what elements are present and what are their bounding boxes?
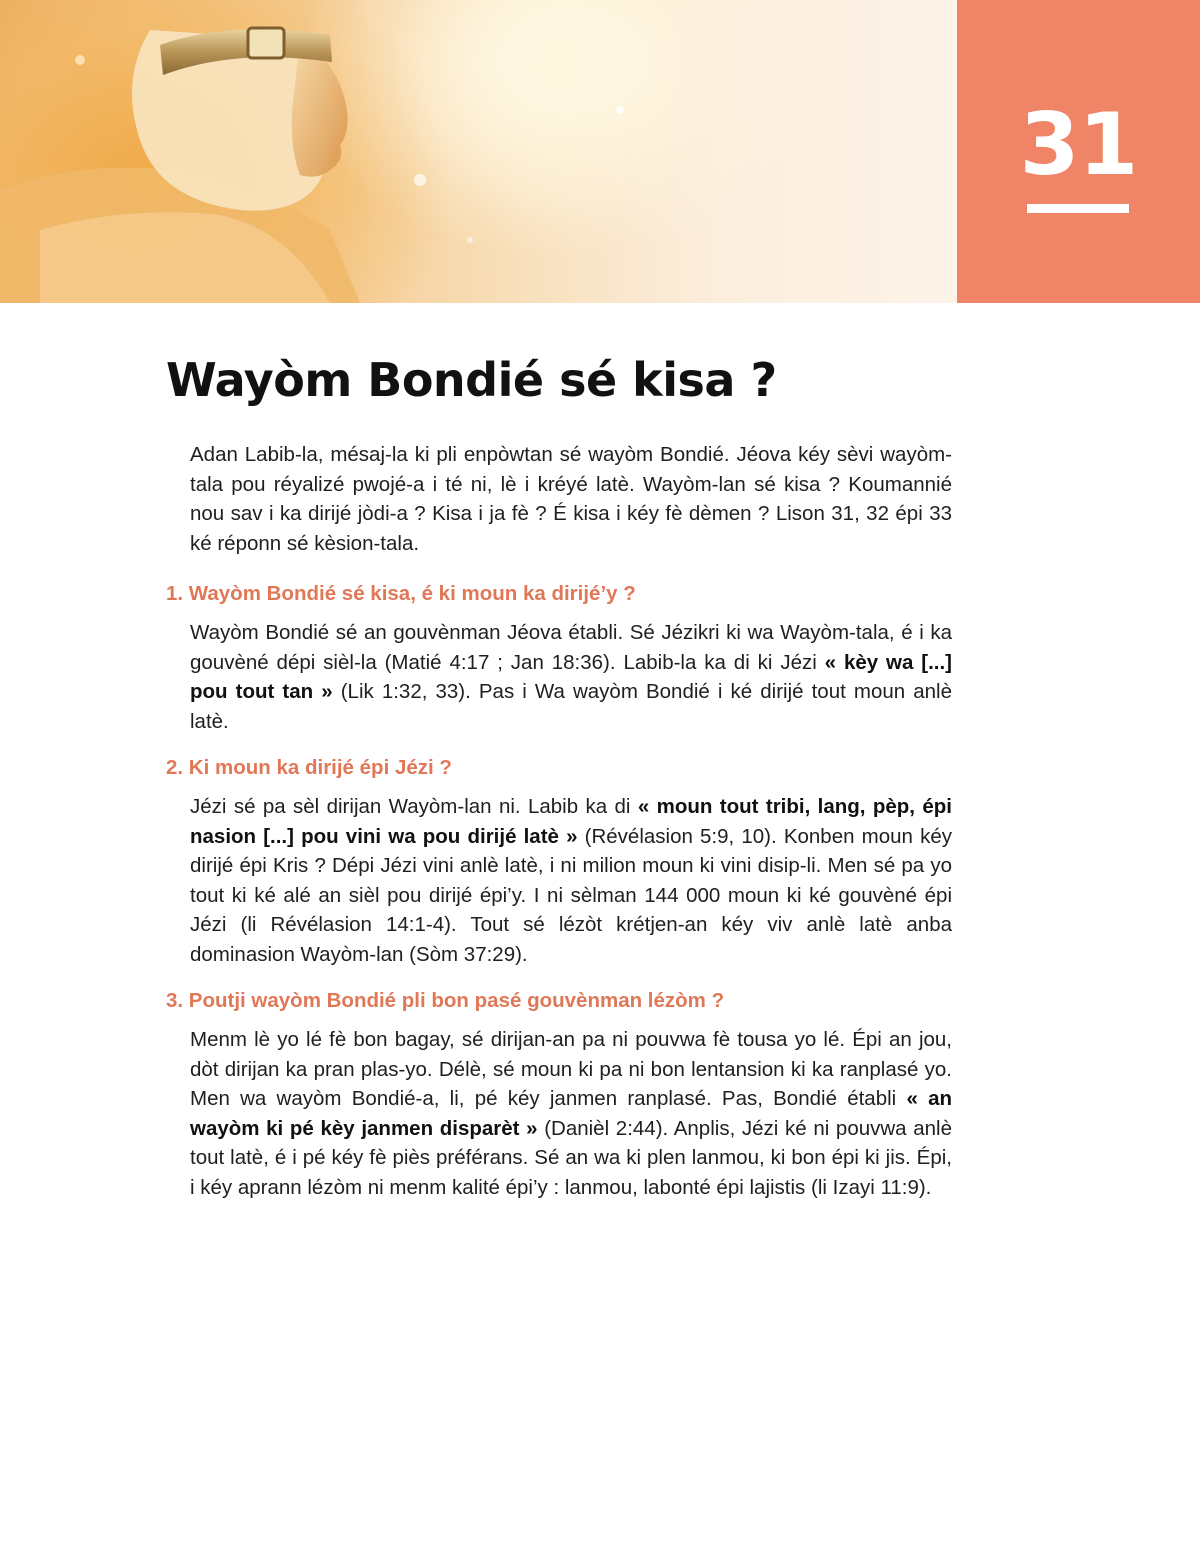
- scripture-quote: « an wayòm ki pé kèy janmen disparèt »: [190, 1087, 952, 1140]
- section-1: [166, 580, 952, 736]
- chapter-number: 31: [1019, 95, 1138, 195]
- chapter-underline: [1027, 204, 1129, 213]
- question-heading: 1. Wayòm Bondié sé kisa, é ki moun ka dirijé’y ?: [166, 582, 636, 605]
- answer-paragraph: Jézi sé pa sèl dirijan Wayòm-lan ni. Labib ka di « moun tout tribi, lang, pèp, épi nasion [...] pou vini wa pou dirijé latè » (Révélasion 5:9, 10). Konben moun kéy dirijé épi Kris ? Dépi Jézi vini anlè latè, i ni milion moun ki vini disip-li. Men sé pa yo tout ki ké alé an sièl pou dirijé épi’y. I ni sèlman 144 000 moun ki ké gouvèné épi Jézi (li Révélasion 14:1-4). Tout sé lézòt krétjen-an kéy viv anlè latè anba dominasion Wayòm-lan (Sòm 37:29).: [190, 795, 952, 966]
- question-heading: 2. Ki moun ka dirijé épi Jézi ?: [166, 756, 452, 779]
- section-3: [166, 987, 952, 1202]
- chapter-badge: [957, 0, 1200, 303]
- scripture-quote: « moun tout tribi, lang, pèp, épi nasion [...] pou vini wa pou dirijé latè »: [190, 795, 952, 848]
- section-2: [166, 754, 952, 969]
- answer-paragraph: Menm lè yo lé fè bon bagay, sé dirijan-an pa ni pouvwa fè tousa yo lé. Épi an jou, dòt dirijan ka pran plas-yo. Délè, sé moun ki pa ni bon lentansion ki ka ranplasé yo. Men wa wayòm Bondié-a, li, pé kéy janmen ranplasé. Pas, Bondié établi « an wayòm ki pé kèy janmen disparèt » (Danièl 2:44). Anplis, Jézi ké ni pouvwa anlè tout latè, é i pé kéy fè piès préférans. Sé an wa ki plen lanmou, ki bon épi ki jis. Épi, i kéy aprann lézòm ni menm kalité épi’y : lanmou, labonté épi lajistis (li Izayi 11:9).: [190, 1028, 952, 1199]
- scripture-quote: « kèy wa [...] pou tout tan »: [190, 650, 952, 703]
- page-title: Wayòm Bondié sé kisa ?: [166, 353, 777, 407]
- hero-image: [0, 0, 957, 303]
- lesson-body: [166, 440, 952, 1220]
- king-illustration: [0, 0, 957, 303]
- intro-paragraph: Adan Labib-la, mésaj-la ki pli enpòwtan sé wayòm Bondié. Jéova kéy sèvi wayòm-tala pou réyalizé pwojé-a i té ni, lè i kréyé latè. Wayòm-lan sé kisa ? Koumannié nou sav i ka dirijé jòdi-a ? Kisa i ja fè ? É kisa i kéy fè dèmen ? Lison 31, 32 épi 33 ké réponn sé kèsion-tala.: [190, 443, 952, 555]
- question-heading: 3. Poutji wayòm Bondié pli bon pasé gouvènman lézòm ?: [166, 989, 725, 1012]
- answer-paragraph: Wayòm Bondié sé an gouvènman Jéova établi. Sé Jézikri ki wa Wayòm-tala, é i ka gouvèné dépi sièl-la (Matié 4:17 ; Jan 18:36). Labib-la ka di ki Jézi « kèy wa [...] pou tout tan » (Lik 1:32, 33). Pas i Wa wayòm Bondié i ké dirijé tout moun anlè latè.: [190, 621, 952, 733]
